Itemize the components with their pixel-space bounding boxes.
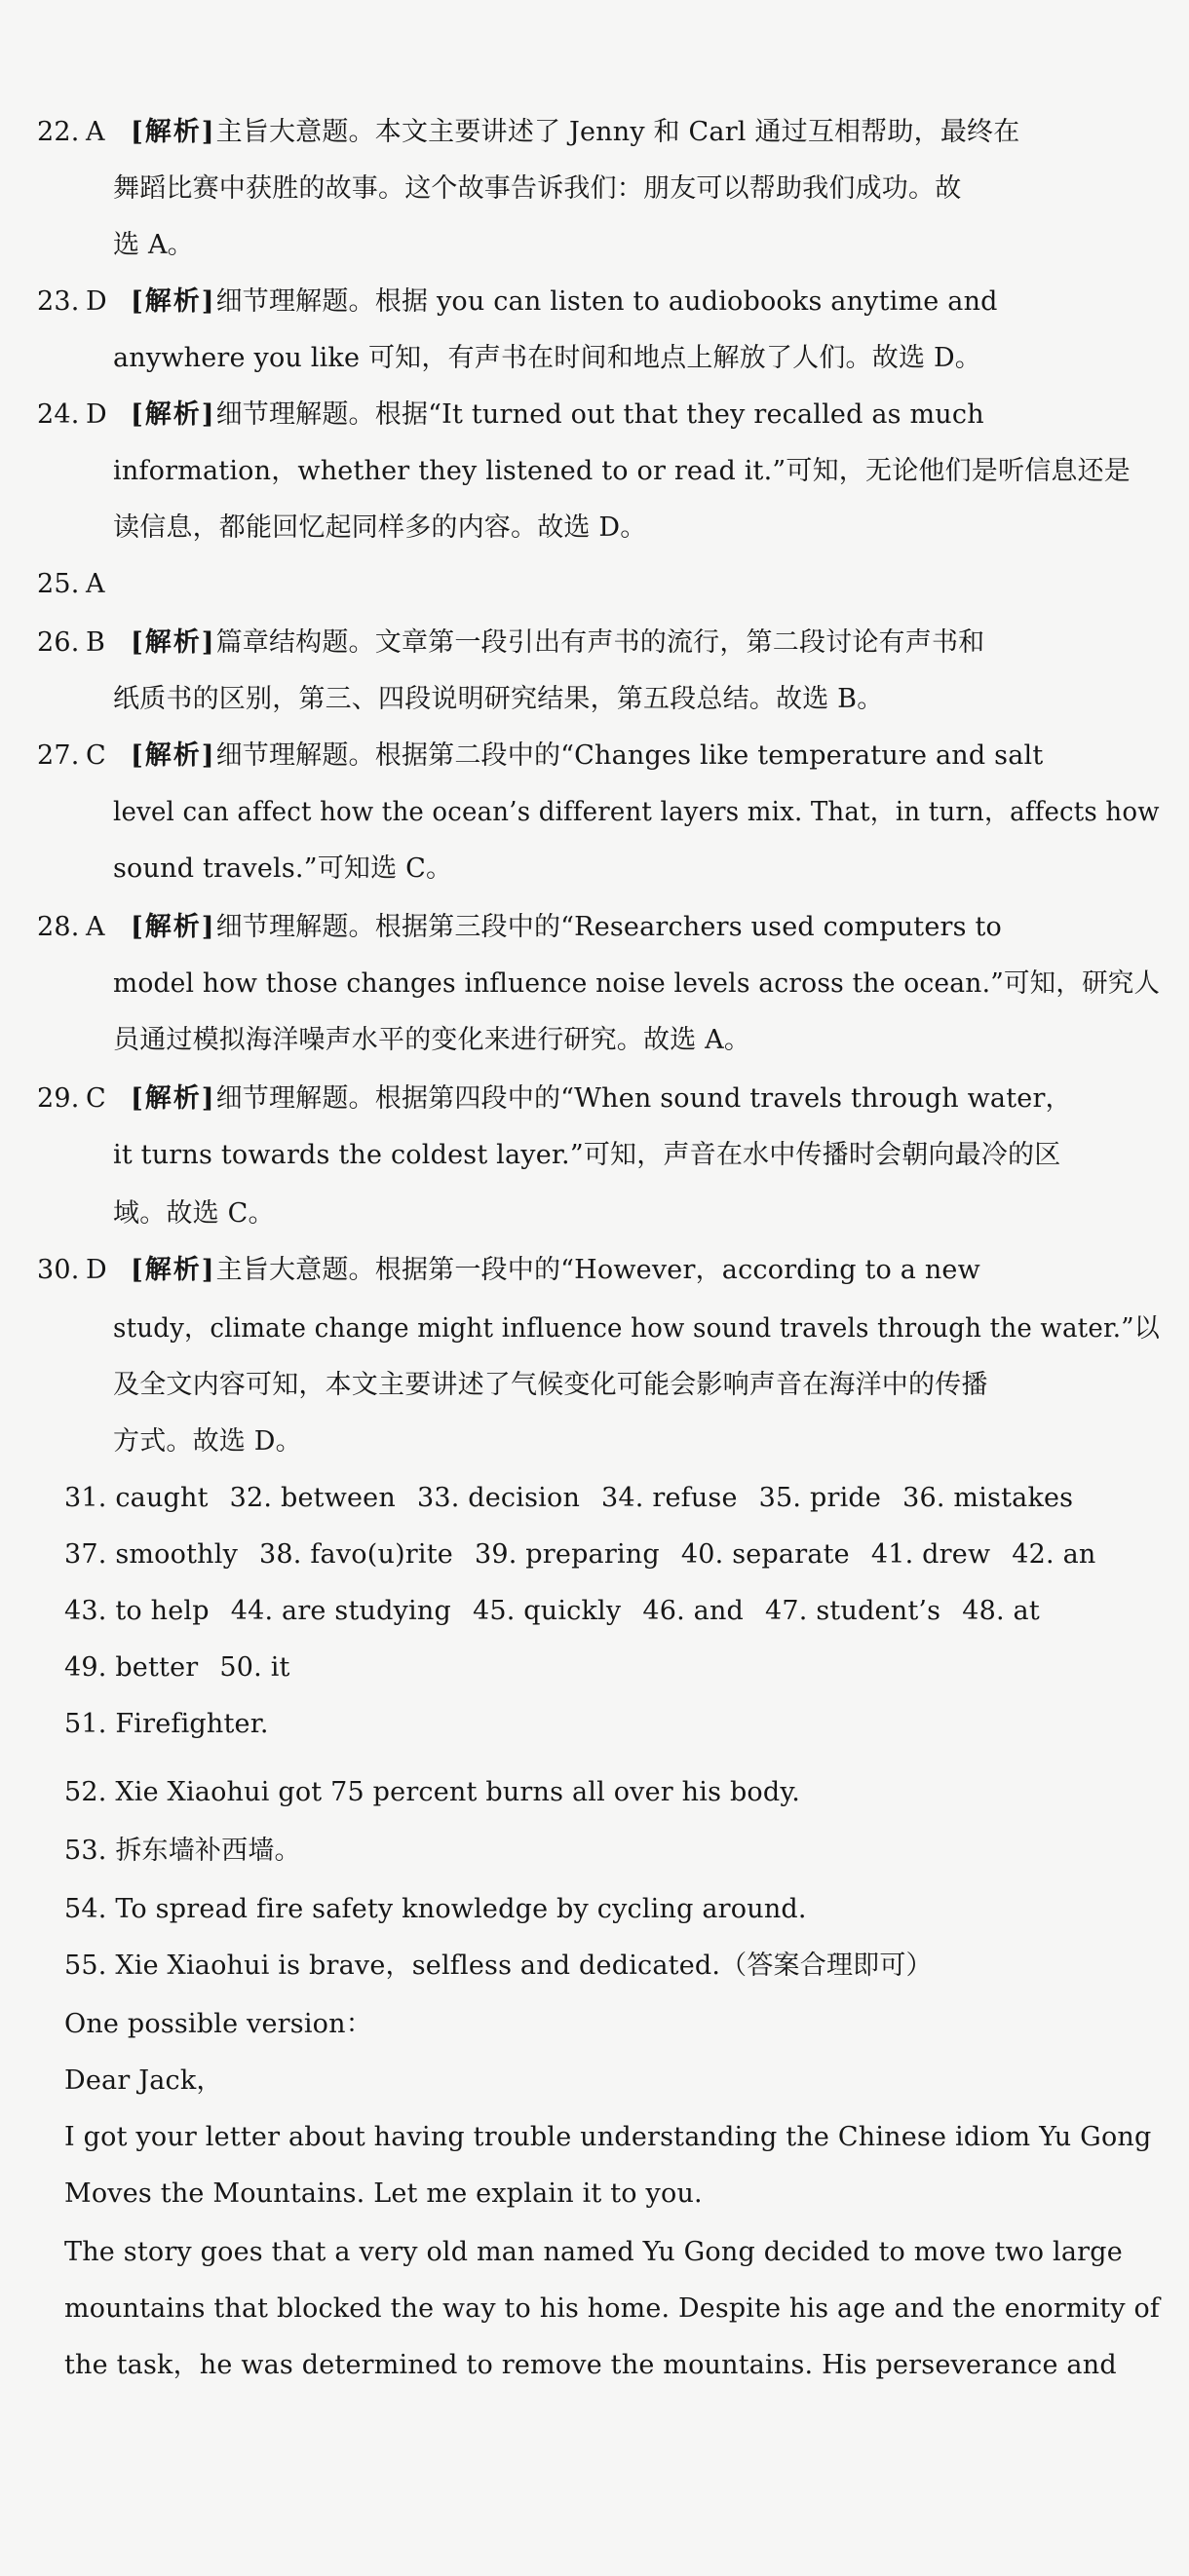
blank-33: 33. decision [416, 1483, 581, 1513]
blanks-row-1 [64, 1479, 1094, 1518]
q24-line-2: information，whether they listened to or read it.”可知，无论他们是听信息还是 [113, 456, 1131, 486]
q26-number: 26. [37, 627, 80, 658]
q22-text-1: 主旨大意题。本文主要讲述了 Jenny 和 Carl 通过互相帮助，最终在 [215, 117, 1020, 147]
q24-number: 24. [37, 399, 80, 430]
q23-answer: D [86, 286, 107, 317]
q28-tag: [解析] [131, 912, 216, 942]
q30-line-4: 方式。故选 D。 [113, 1426, 302, 1457]
q27-line-3: sound travels.”可知选 C。 [113, 853, 453, 884]
q26-line-2: 纸质书的区别，第三、四段说明研究结果，第五段总结。故选 B。 [113, 684, 884, 714]
writing-p2-line-2: mountains that blocked the way to his home. Despite his age and the enormity of [64, 2293, 1161, 2324]
q25-answer: A [86, 569, 105, 599]
q23-number: 23. [37, 286, 80, 317]
blank-36: 36. mistakes [902, 1483, 1074, 1513]
q24-tag: [解析] [131, 399, 216, 430]
blank-31: 31. caught [64, 1483, 209, 1513]
q24-text-1: 细节理解题。根据“It turned out that they recalled as much [215, 399, 984, 430]
q29-line-1 [37, 1080, 1072, 1118]
q27-answer: C [86, 740, 106, 771]
blank-48: 48. at [962, 1596, 1040, 1626]
answer-54: 54. To spread fire safety knowledge by cycling around. [64, 1894, 807, 1924]
q26-text-1: 篇章结构题。文章第一段引出有声书的流行，第二段讨论有声书和 [215, 627, 985, 658]
answer-52: 52. Xie Xiaohui got 75 percent burns all over his body. [64, 1777, 801, 1807]
q27-text-1: 细节理解题。根据第二段中的“Changes like temperature and salt [215, 740, 1044, 771]
blank-43: 43. to help [64, 1596, 210, 1626]
q27-line-2: level can affect how the ocean’s different layers mix. That，in turn，affects how [113, 797, 1160, 827]
q29-line-3: 域。故选 C。 [113, 1198, 275, 1229]
q22-answer: A [86, 117, 105, 147]
q22-number: 22. [37, 117, 80, 147]
blank-49: 49. better [64, 1652, 199, 1683]
answer-53: 53. 拆东墙补西墙。 [64, 1836, 301, 1866]
q22-tag: [解析] [131, 117, 216, 147]
q24-line-1 [37, 396, 984, 435]
q22-line-1 [37, 113, 1154, 152]
blank-41: 41. drew [870, 1539, 991, 1570]
q26-answer: B [86, 627, 106, 658]
blank-35: 35. pride [758, 1483, 882, 1513]
q29-tag: [解析] [131, 1083, 216, 1114]
q30-text-1: 主旨大意题。根据第一段中的“However，according to a new [215, 1255, 980, 1285]
answer-55: 55. Xie Xiaohui is brave，selfless and dedicated.（答案合理即可） [64, 1951, 933, 1981]
q22-line-2: 舞蹈比赛中获胜的故事。这个故事告诉我们：朋友可以帮助我们成功。故 [113, 173, 962, 204]
blank-40: 40. separate [680, 1539, 850, 1570]
blank-44: 44. are studying [230, 1596, 451, 1626]
answer-51: 51. Firefighter. [64, 1709, 269, 1739]
blank-47: 47. student’s [765, 1596, 941, 1626]
q27-tag: [解析] [131, 740, 216, 771]
q29-line-2: it turns towards the coldest layer.”可知，声音在水中传播时会朝向最冷的区 [113, 1140, 1061, 1170]
writing-p1-line-2: Moves the Mountains. Let me explain it to you. [64, 2178, 703, 2209]
blank-34: 34. refuse [601, 1483, 738, 1513]
q30-line-3: 及全文内容可知，本文主要讲述了气候变化可能会影响声音在海洋中的传播 [113, 1370, 988, 1400]
writing-intro: One possible version： [64, 2009, 372, 2039]
writing-p2-line-3: the task，he was determined to remove the mountains. His perseverance and [64, 2350, 1117, 2380]
q23-text-1: 细节理解题。根据 you can listen to audiobooks anytime and [215, 286, 998, 317]
q28-answer: A [86, 912, 105, 942]
blank-38: 38. favo(u)rite [259, 1539, 453, 1570]
q28-number: 28. [37, 912, 80, 942]
q30-number: 30. [37, 1255, 80, 1285]
q28-text-1: 细节理解题。根据第三段中的“Researchers used computers to [215, 912, 1002, 942]
q29-number: 29. [37, 1083, 80, 1114]
blanks-row-4 [64, 1648, 312, 1687]
blank-42: 42. an [1012, 1539, 1096, 1570]
q27-line-1 [37, 737, 1043, 776]
blank-45: 45. quickly [472, 1596, 622, 1626]
q30-line-2: study，climate change might influence how sound travels through the water.”以 [113, 1313, 1161, 1344]
q29-answer: C [86, 1083, 106, 1114]
q29-text-1: 细节理解题。根据第四段中的“When sound travels through water， [215, 1083, 1072, 1114]
q30-answer: D [86, 1255, 107, 1285]
q24-line-3: 读信息，都能回忆起同样多的内容。故选 D。 [113, 512, 647, 543]
q28-line-3: 员通过模拟海洋噪声水平的变化来进行研究。故选 A。 [113, 1025, 751, 1055]
q28-line-2: model how those changes influence noise levels across the ocean.”可知，研究人 [113, 968, 1161, 999]
blanks-row-3 [64, 1592, 1061, 1631]
q22-line-3: 选 A。 [113, 230, 194, 260]
q25-line-1 [37, 565, 131, 604]
q26-line-1 [37, 624, 984, 663]
q23-tag: [解析] [131, 286, 216, 317]
blanks-row-2 [64, 1535, 1117, 1574]
q24-answer: D [86, 399, 107, 430]
writing-p1-line-1: I got your letter about having trouble understanding the Chinese idiom Yu Gong [64, 2122, 1152, 2152]
blank-39: 39. preparing [474, 1539, 660, 1570]
q25-number: 25. [37, 569, 80, 599]
blank-46: 46. and [642, 1596, 745, 1626]
q26-tag: [解析] [131, 627, 216, 658]
blank-50: 50. it [219, 1652, 290, 1683]
q30-line-1 [37, 1251, 980, 1290]
writing-greeting: Dear Jack， [64, 2065, 223, 2096]
q28-line-1 [37, 908, 1002, 947]
q30-tag: [解析] [131, 1255, 216, 1285]
q23-line-2: anywhere you like 可知，有声书在时间和地点上解放了人们。故选 D。 [113, 343, 981, 373]
q27-number: 27. [37, 740, 80, 771]
blank-32: 32. between [229, 1483, 396, 1513]
q23-line-1 [37, 283, 998, 322]
writing-p2-line-1: The story goes that a very old man named Yu Gong decided to move two large [64, 2237, 1123, 2267]
blank-37: 37. smoothly [64, 1539, 239, 1570]
